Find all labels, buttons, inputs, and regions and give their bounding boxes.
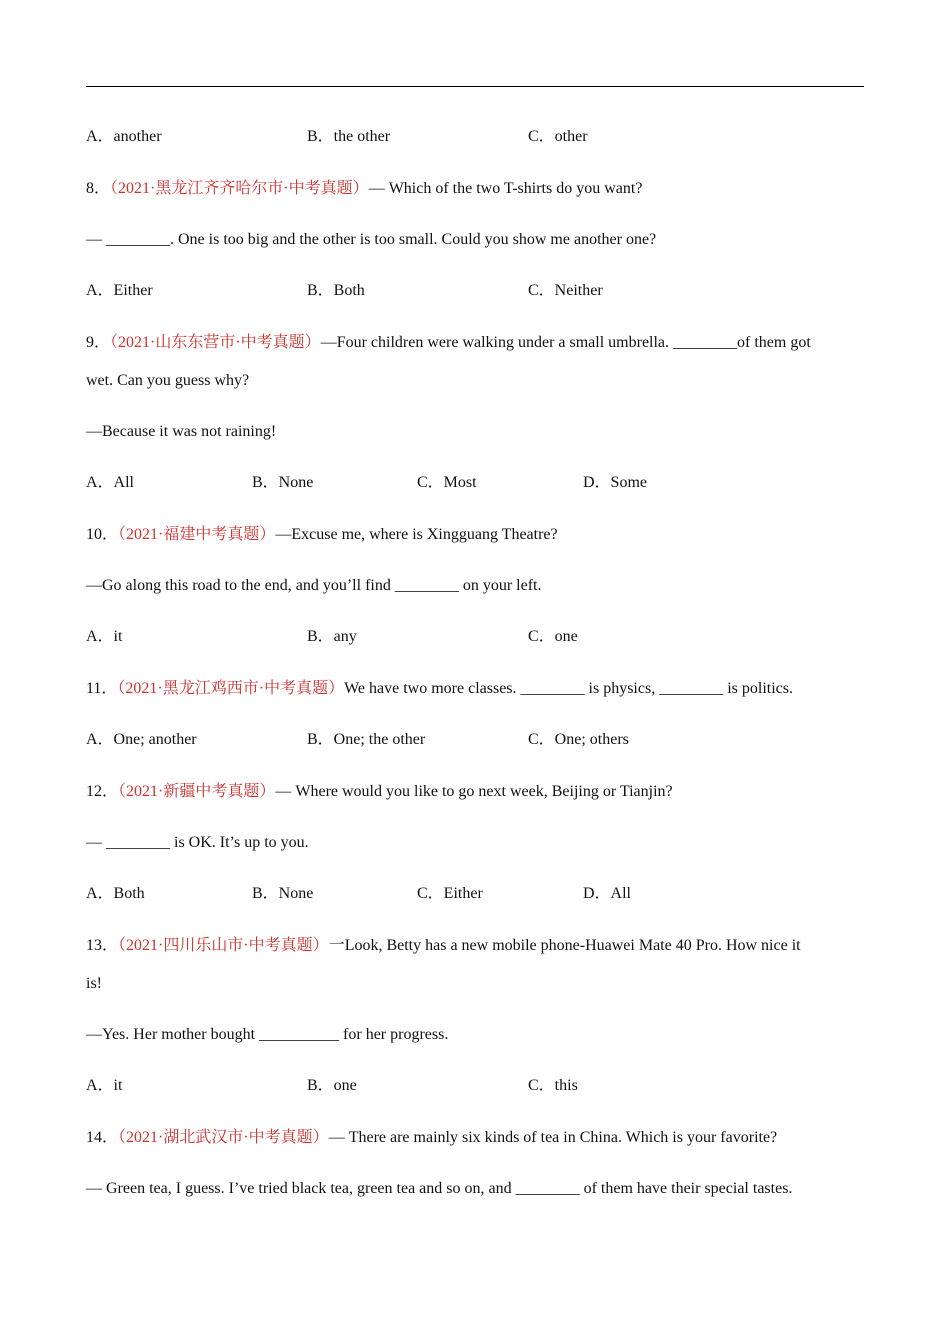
q11-number: 11． <box>86 680 118 697</box>
q9-source-tag: （2021·山东东营市·中考真题） <box>110 334 321 351</box>
q9-option-c[interactable]: C．Most <box>417 474 477 491</box>
q12-option-d[interactable]: D．All <box>583 885 632 902</box>
q8-response: — ________. One is too big and the other is too small. Could you show me another one? <box>86 231 657 248</box>
q8-stem: — Which of the two T-shirts do you want? <box>368 180 643 197</box>
q12-stem: — Where would you like to go next week, Beijing or Tianjin? <box>275 783 673 800</box>
q11-option-c[interactable]: C．One; others <box>528 731 629 748</box>
q9-option-d[interactable]: D．Some <box>583 474 648 491</box>
q9-stem-continued: wet. Can you guess why? <box>86 372 250 389</box>
q9-number: 9． <box>86 334 111 351</box>
q11-source-tag: （2021·黑龙江鸡西市·中考真题） <box>117 680 345 697</box>
q10-stem-line <box>86 525 864 545</box>
q11-option-b[interactable]: B．One; the other <box>307 731 426 748</box>
q9-option-b[interactable]: B．None <box>252 474 314 491</box>
q11-option-a[interactable]: A．One; another <box>86 731 197 748</box>
q12-response: — ________ is OK. It’s up to you. <box>86 834 309 851</box>
q13-stem: 一Look, Betty has a new mobile phone-Huawei Mate 40 Pro. How nice it <box>328 937 801 954</box>
q14-source-tag: （2021·湖北武汉市·中考真题） <box>118 1129 329 1146</box>
q9-stem: —Four children were walking under a small umbrella. ________of them got <box>320 334 811 351</box>
q9-option-a[interactable]: A．All <box>86 474 135 491</box>
q13-option-a[interactable]: A．it <box>86 1077 123 1094</box>
q11-stem-line <box>86 679 864 699</box>
q12-option-a[interactable]: A．Both <box>86 885 145 902</box>
q10-option-b[interactable]: B．any <box>307 628 357 645</box>
q8-stem-line <box>86 179 864 199</box>
q10-number: 10． <box>86 526 119 543</box>
q10-source-tag: （2021·福建中考真题） <box>118 526 276 543</box>
q7-option-c[interactable]: C．other <box>528 128 588 145</box>
q13-source-tag: （2021·四川乐山市·中考真题） <box>118 937 329 954</box>
q13-stem-continued: is! <box>86 975 102 992</box>
q12-option-c[interactable]: C．Either <box>417 885 483 902</box>
q10-stem: —Excuse me, where is Xingguang Theatre? <box>275 526 558 543</box>
q10-response: —Go along this road to the end, and you’ll find ________ on your left. <box>86 577 542 594</box>
q9-stem-line <box>86 333 864 353</box>
header-rule <box>86 86 864 87</box>
q8-source-tag: （2021·黑龙江齐齐哈尔市·中考真题） <box>110 180 369 197</box>
q8-number: 8． <box>86 180 111 197</box>
q13-response: —Yes. Her mother bought __________ for her progress. <box>86 1026 449 1043</box>
q9-response: —Because it was not raining! <box>86 423 277 440</box>
q10-option-c[interactable]: C．one <box>528 628 578 645</box>
q7-option-b[interactable]: B．the other <box>307 128 391 145</box>
q14-stem-line <box>86 1128 864 1148</box>
q13-stem-line <box>86 936 864 956</box>
q10-option-a[interactable]: A．it <box>86 628 123 645</box>
q12-stem-line <box>86 782 864 802</box>
q13-option-b[interactable]: B．one <box>307 1077 357 1094</box>
q11-stem: We have two more classes. ________ is physics, ________ is politics. <box>344 680 793 697</box>
q8-option-b[interactable]: B．Both <box>307 282 365 299</box>
q13-number: 13． <box>86 937 119 954</box>
q14-response: — Green tea, I guess. I’ve tried black tea, green tea and so on, and ________ of them have their special tastes. <box>86 1180 793 1197</box>
q12-source-tag: （2021·新疆中考真题） <box>118 783 276 800</box>
q8-option-c[interactable]: C．Neither <box>528 282 603 299</box>
q8-option-a[interactable]: A．Either <box>86 282 153 299</box>
q12-option-b[interactable]: B．None <box>252 885 314 902</box>
q14-stem: — There are mainly six kinds of tea in China. Which is your favorite? <box>328 1129 778 1146</box>
q12-number: 12． <box>86 783 119 800</box>
q14-number: 14． <box>86 1129 119 1146</box>
q13-option-c[interactable]: C．this <box>528 1077 578 1094</box>
q7-option-a[interactable]: A．another <box>86 128 162 145</box>
